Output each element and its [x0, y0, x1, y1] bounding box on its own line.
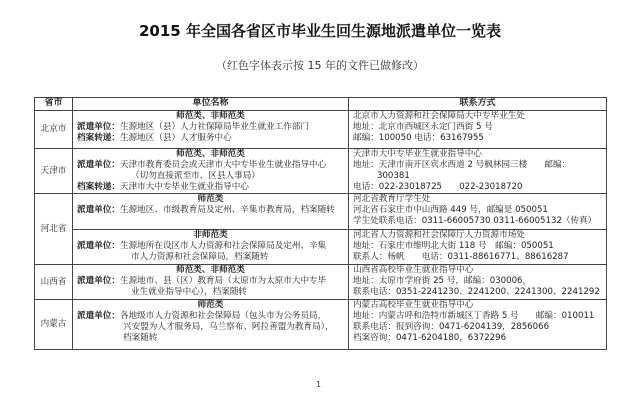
contact-line: 邮编：100050 电话：63167955	[353, 133, 484, 143]
category: 师范类、非师范类	[176, 265, 245, 275]
contact-cell	[349, 230, 607, 265]
province: 河北省	[35, 194, 73, 265]
dispatch-unit-cont: 市人力资源和社会保障局，档案随转	[131, 252, 269, 262]
dispatch-label: 派遣单位：	[77, 205, 120, 215]
contact-cell	[349, 194, 607, 230]
contact-line: 河北省教育厅学生处	[353, 194, 431, 204]
contact-line: 地址：天津市南开区宾水西道 2 号枫林园三楼 邮编：	[353, 160, 571, 170]
contact-line: 300381	[377, 171, 410, 181]
category: 师范类、非师范类	[176, 111, 245, 121]
province: 内蒙古	[35, 300, 73, 350]
dispatch-label: 派遣单位：	[77, 160, 120, 170]
document-title: 2015 年全国各省区市毕业生回生源地派遣单位一览表	[139, 22, 501, 40]
table-header	[35, 98, 607, 111]
contact-line: 档案咨询：0471-6204180，6372296	[353, 333, 507, 343]
contact-line: 联系人：杨帆 电话：0311-88616771、88616287	[353, 252, 569, 262]
contact-line: 地址：太原市学府街 25 号，邮编：030006，	[353, 276, 532, 286]
header-contact: 联系方式	[349, 98, 607, 111]
province: 天津市	[35, 149, 73, 194]
dispatch-label: 派遣单位：	[77, 311, 120, 321]
dispatch-label: 派遣单位：	[77, 122, 120, 132]
header-unit: 单位名称	[73, 98, 349, 111]
dispatch-label: 派遣单位：	[77, 241, 120, 251]
unit-cell	[73, 230, 349, 265]
unit-cell	[73, 149, 349, 194]
archive-unit: 天津市大中专毕业生就业指导中心	[119, 182, 249, 192]
contact-line: 学生处联系电话：0311-66005730 0311-66005132（传真）	[353, 216, 597, 226]
unit-cell	[73, 265, 349, 300]
table-row	[35, 300, 607, 350]
dispatch-unit-cont: 兴安盟为人才服务局，乌兰察布、阿拉善盟为教育局），	[123, 322, 334, 332]
category: 师范类	[197, 300, 224, 310]
category: 师范类	[197, 194, 224, 204]
dispatch-note: （切勿直接派至市、区县人事局）	[131, 171, 260, 181]
dispatch-unit: 生源地区、市级教育局及定州、辛集市教育局，档案随转	[119, 205, 335, 215]
dispatch-unit: 生源地所在设区市人力资源和社会保障局及定州、辛集	[119, 241, 327, 251]
contact-cell	[349, 265, 607, 300]
archive-unit: 生源地区（县）人才服务中心	[119, 133, 232, 143]
contact-line: 内蒙古高校毕业生就业指导中心	[353, 300, 474, 310]
dispatch-unit: 生源地市、县（区）教育局（太原市为太原市大中专毕	[119, 276, 327, 286]
table-row	[35, 230, 607, 265]
category: 师范类、非师范类	[176, 149, 245, 159]
unit-cell	[73, 300, 349, 350]
contact-line: 联系电话：0351-2241230、2241200、2241300、2241292	[353, 287, 600, 297]
dispatch-unit-cont: 档案随转	[123, 333, 158, 343]
dispatch-unit: 天津市教育委员会或天津市大中专毕业生就业指导中心	[119, 160, 327, 170]
contact-line: 天津市大中专毕业生就业指导中心	[353, 149, 482, 159]
contact-line: 电话：022-23018725 022-23018720	[353, 182, 523, 192]
page-number: 1	[316, 380, 322, 389]
archive-label: 档案转递：	[77, 133, 120, 143]
unit-cell	[73, 111, 349, 149]
contact-line: 地址：内蒙古呼和浩特市新城区丁香路 5 号 邮编：010011	[353, 311, 595, 321]
table-row	[35, 111, 607, 149]
unit-cell	[73, 194, 349, 230]
contact-line: 河北省石家庄市中山西路 449 号，邮编是 050051	[353, 205, 548, 215]
dispatch-unit-cont: 业生就业指导中心），档案随转	[131, 287, 248, 297]
category: 非师范类	[193, 230, 228, 240]
dispatch-table	[34, 97, 607, 350]
dispatch-unit: 生源地区（县）人力社保障局毕业生就业工作部门	[119, 122, 310, 132]
contact-cell	[349, 111, 607, 149]
province: 北京市	[35, 111, 73, 149]
contact-line: 山西省高校毕业生就业指导中心	[353, 265, 474, 275]
contact-line: 河北省人力资源和社会保障厅人力资源市场处	[353, 230, 525, 240]
contact-cell	[349, 300, 607, 350]
contact-cell	[349, 149, 607, 194]
table-row	[35, 265, 607, 300]
header-province: 省市	[35, 98, 73, 111]
table-row	[35, 194, 607, 230]
dispatch-label: 派遣单位：	[77, 276, 120, 286]
contact-line: 联系电话：报到咨询：0471-6204139，2856066	[353, 322, 550, 332]
contact-line: 北京市人力资源和社会保障局大中专毕业生处	[353, 111, 525, 121]
province: 山西省	[35, 265, 73, 300]
dispatch-unit: 各地级市人力资源和社会保障局（包头市为公务员局，	[119, 311, 327, 321]
table-row	[35, 149, 607, 194]
archive-label: 档案转递：	[77, 182, 120, 192]
document-subtitle: （红色字体表示按 15 年的文件已做修改）	[216, 59, 424, 72]
contact-line: 地址：石家庄市维明北大街 118 号 邮编：050051	[353, 241, 554, 251]
contact-line: 地址：北京市西城区永定门西街 5 号	[353, 122, 493, 132]
